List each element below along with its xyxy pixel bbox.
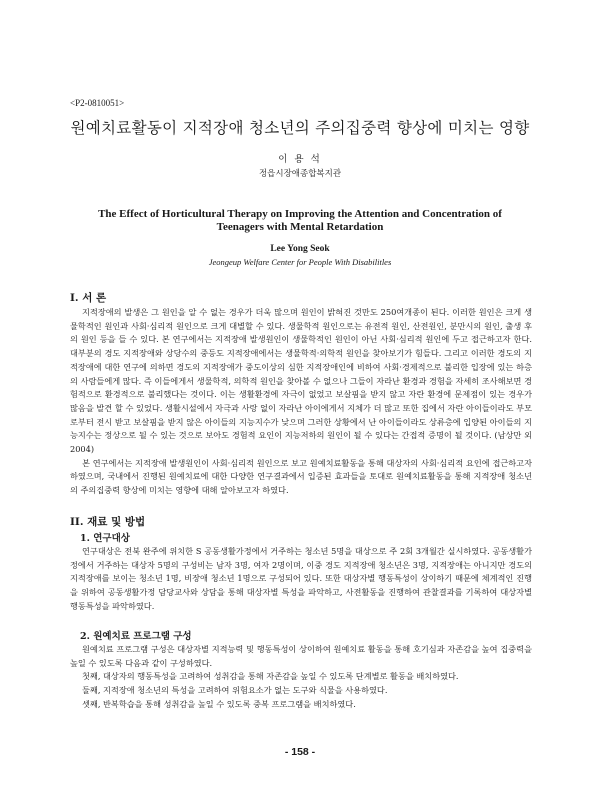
section-heading-introduction: I. 서 론 xyxy=(70,292,107,304)
program-body xyxy=(70,643,532,712)
korean-title: 원예치료활동이 지적장애 청소년의 주의집중력 향상에 미치는 영향 xyxy=(70,119,530,137)
section-heading-methods: II. 재료 및 방법 xyxy=(70,516,146,528)
paragraph: 지적장애의 발생은 그 원인을 알 수 없는 경우가 더욱 많으며 원인이 밝혀진 것만도 250여개종이 된다. 이러한 원인은 크게 생물학적인 원인과 사회·심리적 원인으로 크게 대별할 수 있다. 생물학적 원인으로는 유전적 원인, 산전원인, 분만시의 원인, 출생 후의 원인 등을 들 수 있다. 본 연구에서는 지적장애 발생원인이 생물학적인 원인이 아닌 사회·심리적 원인에 두고 접근하고자 한다. 대부분의 경도 지적장애와 상당수의 중등도 지적장애에서는 생물학적·의학적 원인을 찾아보기가 힘들다. 그리고 이러한 경도의 지적장애에 대한 연구에 의하면 경도의 지적장애가 중도이상의 심한 지적장애인에 비하여 사회·경제적으로 불리한 입장에 있는 하층의 사람들에게 많다. 즉 이들에게서 생물학적, 의학적 원인을 찾아볼 수 없으나 그들이 자라난 환경과 경험을 자세히 조사해보면 경험적으로 환경적으로 불리했다는 것이다. 이는 생활환경에 자극이 없었고 보살핌을 받지 않고 자란 환경에 문제점이 있는 경우가 많음을 발견 할 수 있었다. 생활시설에서 자극과 사랑 없이 자라난 아이에게서 지체가 더 많고 또한 집에서 자란 아이들이라도 부모로부터 전시 받고 보살핌을 받지 않은 아이들의 지능지수가 낮으며 그러한 상황에서 난 아이들이라도 상류층에 입양된 아이들의 지능지수는 정상으로 될 수 있는 것으로 보아도 경험적 요인이 지능저하의 원인이 될 수 있다는 간접적 증명이 될 것이다. (남상만 외 2004) xyxy=(70,307,532,455)
page-number: - 158 - xyxy=(284,746,316,758)
paragraph: 첫째, 대상자의 행동특성을 고려하여 성취감을 통해 자존감을 높일 수 있도록 단계별로 활동을 배치하였다. xyxy=(82,671,459,682)
introduction-body xyxy=(70,306,532,498)
paragraph: 둘째, 지적장애 청소년의 특성을 고려하여 위험요소가 없는 도구와 식물을 사용하였다. xyxy=(82,685,388,696)
english-affiliation: Jeongeup Welfare Center for People With Disabilitles xyxy=(208,257,392,267)
subsection-heading-program: 2. 원예치료 프로그램 구성 xyxy=(80,631,192,642)
paragraph: 원예치료 프로그램 구성은 대상자별 지적능력 및 행동특성이 상이하여 원예치료 활동을 통해 호기심과 자존감을 높여 집중력을 높일 수 있도록 다음과 같이 구성하였다. xyxy=(70,644,532,668)
korean-affiliation: 정읍시장애종합복지관 xyxy=(258,169,342,179)
subjects-body xyxy=(70,545,532,614)
subsection-heading-subjects: 1. 연구대상 xyxy=(80,533,130,544)
paragraph: 연구대상은 전북 완주에 위치한 S 공동생활가정에서 거주하는 청소년 5명을 대상으로 주 2회 3개월간 실시하였다. 공동생활가정에서 거주하는 대상자 5명의 구성비는 남자 3명, 여자 2명이며, 이중 경도 지적장애 청소년은 3명, 지적장애는 아니지만 경도의 지적장애를 보이는 청소년 1명, 비장애 청소년 1명으로 구성되어 있다. 또한 대상자별 행동특성이 상이하기 때문에 체계적인 진행을 위하여 공동생활가정 담당교사와 상담을 통해 대상자별 특성을 파악하고, 사전활동을 진행하여 관찰결과를 기록하여 대상자별 행동특성을 파악하였다. xyxy=(70,546,532,611)
english-title: The Effect of Horticultural Therapy on Improving the Attention and Concentration of Teenagers with Mental Retardation xyxy=(98,208,502,233)
paragraph: 본 연구에서는 지적장애 발생원인이 사회·심리적 원인으로 보고 원예치료활동을 통해 대상자의 사회·심리적 요인에 접근하고자 하였으며, 국내에서 진행된 원예치료에 대한 다양한 연구결과에서 입증된 효과들을 토대로 원예치료활동을 통해 지적장애 청소년의 주의집중력 향상에 미치는 영향에 대해 알아보고자 하였다. xyxy=(70,457,532,496)
korean-author: 이 용 석 xyxy=(278,154,322,165)
paragraph: 셋째, 반복학습을 통해 성취감을 높일 수 있도록 중복 프로그램을 배치하였다. xyxy=(82,698,356,709)
english-author: Lee Yong Seok xyxy=(270,244,330,254)
paper-code: <P2-0810051> xyxy=(70,98,125,108)
